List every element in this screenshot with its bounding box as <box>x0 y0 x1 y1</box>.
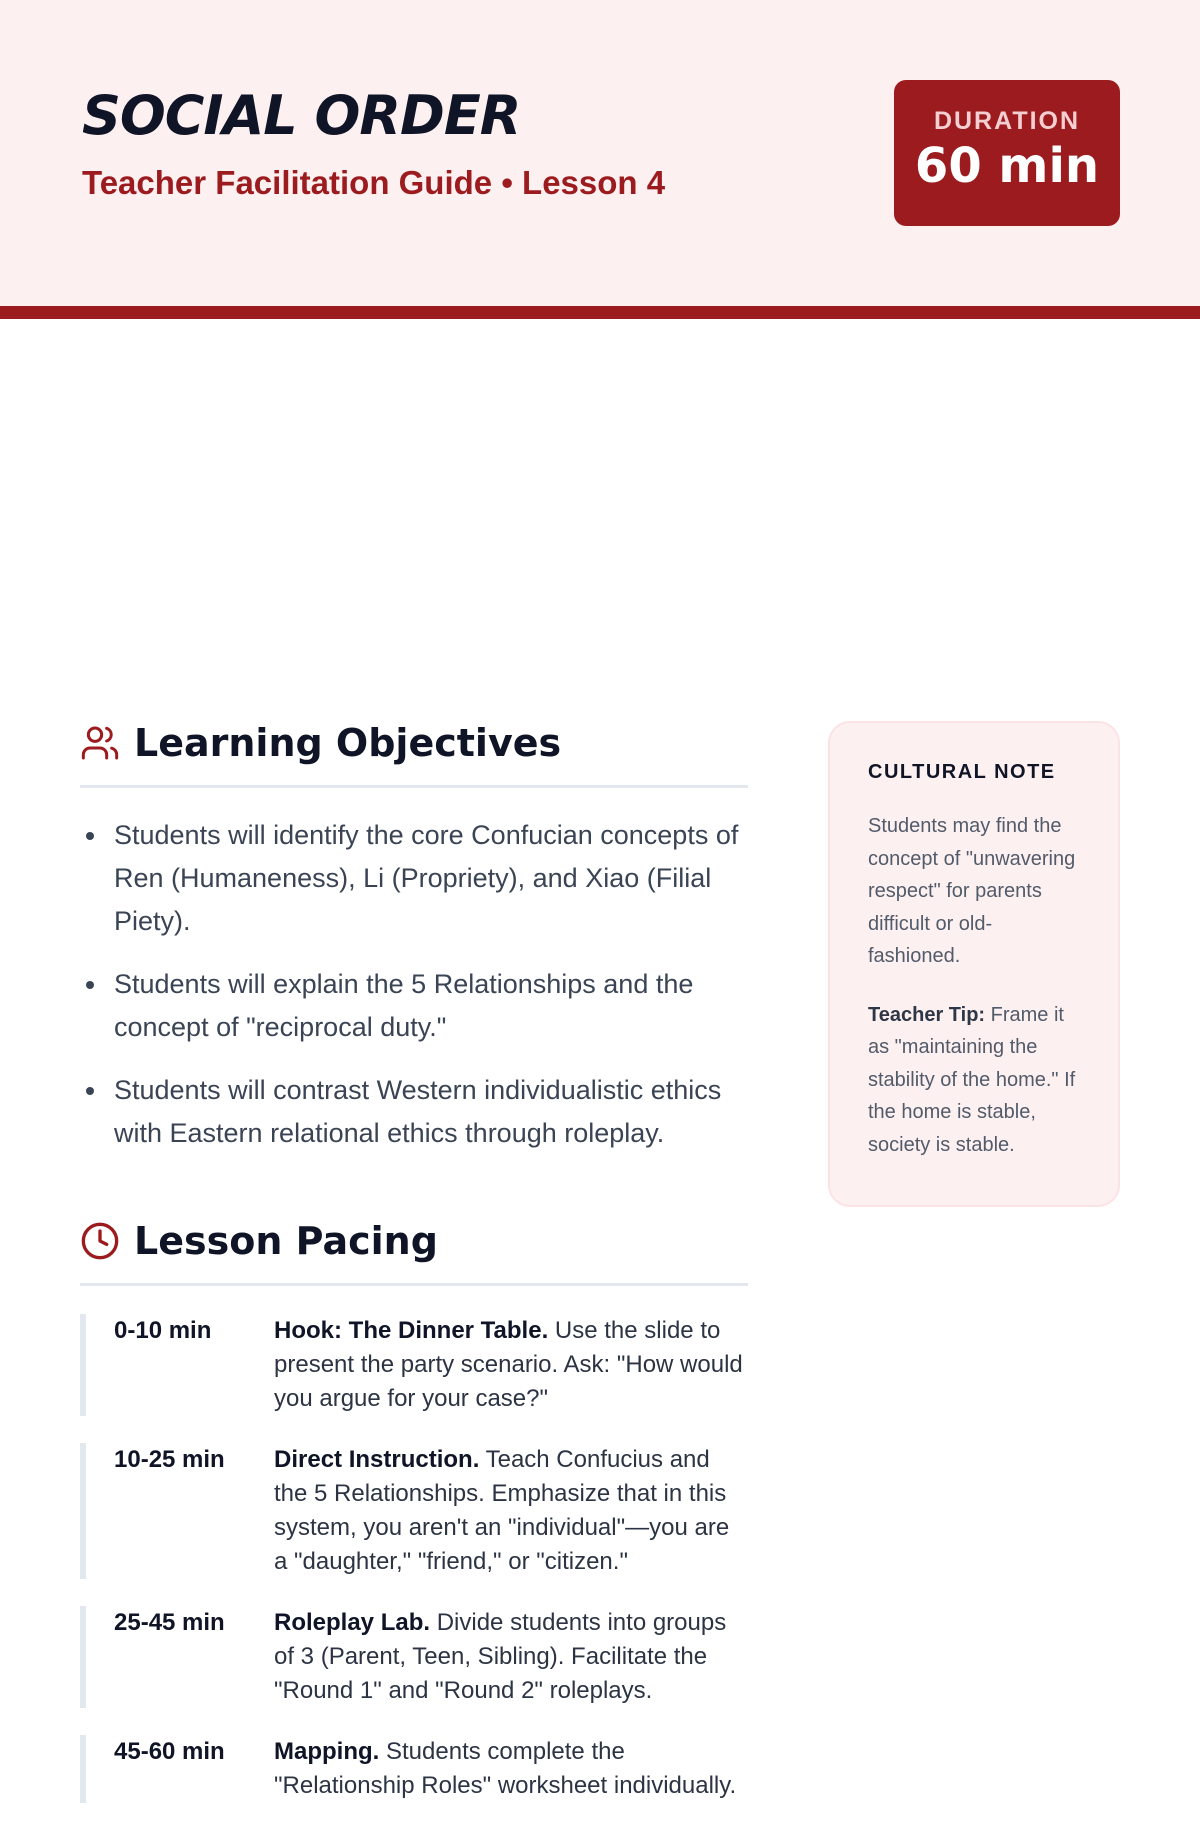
pacing-description <box>274 1735 748 1803</box>
left-column <box>80 719 748 1830</box>
list-item: Students will contrast Western individualistic ethics with Eastern relational ethics through roleplay. <box>80 1069 748 1155</box>
teacher-tip-label: Teacher Tip: <box>868 1003 986 1026</box>
page-header <box>0 0 1200 319</box>
pacing-row <box>80 1443 748 1579</box>
pacing-row <box>80 1314 748 1416</box>
pacing-row <box>80 1735 748 1803</box>
duration-badge <box>894 80 1120 226</box>
pacing-time: 0-10 min <box>114 1317 212 1344</box>
section-title: Learning Objectives <box>134 721 562 765</box>
pacing-activity-title: Roleplay Lab. <box>274 1609 431 1636</box>
list-item: Students will explain the 5 Relationships and the concept of "reciprocal duty." <box>80 963 748 1049</box>
list-item: Students will identify the core Confucian concepts of Ren (Humaneness), Li (Propriety), and Xiao (Filial Piety). <box>80 814 748 943</box>
pacing-activity-title: Mapping. <box>274 1738 380 1765</box>
clock-icon <box>80 1221 120 1261</box>
pacing-time: 25-45 min <box>114 1609 225 1636</box>
pacing-description <box>274 1314 748 1416</box>
pacing-time: 10-25 min <box>114 1446 225 1473</box>
document-title: SOCIAL ORDER <box>82 84 521 147</box>
section-title: Lesson Pacing <box>134 1219 438 1263</box>
teacher-tip-text: Frame it as "maintaining the stability of the home." If the home is stable, society is stable. <box>868 1003 1076 1156</box>
pacing-description <box>274 1606 748 1708</box>
lesson-pacing-section <box>80 1217 748 1803</box>
pacing-list <box>80 1314 748 1803</box>
pacing-activity-title: Hook: The Dinner Table. <box>274 1317 549 1344</box>
document-subtitle: Teacher Facilitation Guide • Lesson 4 <box>82 164 666 201</box>
cultural-note-heading: CULTURAL NOTE <box>868 761 1056 783</box>
objectives-list <box>80 814 748 1155</box>
learning-objectives-section <box>80 719 748 1155</box>
pacing-time: 45-60 min <box>114 1738 225 1765</box>
pacing-activity-text: Teach Confucius and the 5 Relationships. Emphasize that in this system, you aren't an "individual"—you are a "daughter," "friend," or "citizen." <box>274 1446 730 1575</box>
pacing-description <box>274 1443 748 1579</box>
duration-value: 60 min <box>914 138 1100 194</box>
section-header <box>80 1217 748 1286</box>
pacing-activity-text: Divide students into groups of 3 (Parent, Teen, Sibling). Facilitate the "Round 1" and "Round 2" roleplays. <box>274 1609 727 1704</box>
pacing-row <box>80 1606 748 1708</box>
pacing-activity-text: Use the slide to present the party scenario. Ask: "How would you argue for your case?" <box>274 1317 743 1412</box>
cultural-note-text: Students may find the concept of "unwavering respect" for parents difficult or old-fashioned. <box>868 815 1076 967</box>
section-header <box>80 719 748 788</box>
cultural-note-card <box>828 721 1120 1207</box>
pacing-activity-text: Students complete the "Relationship Roles" worksheet individually. <box>274 1738 737 1799</box>
teacher-tip <box>868 999 1080 1162</box>
duration-label: DURATION <box>933 107 1081 135</box>
users-icon <box>80 723 120 763</box>
pacing-activity-title: Direct Instruction. <box>274 1446 480 1473</box>
